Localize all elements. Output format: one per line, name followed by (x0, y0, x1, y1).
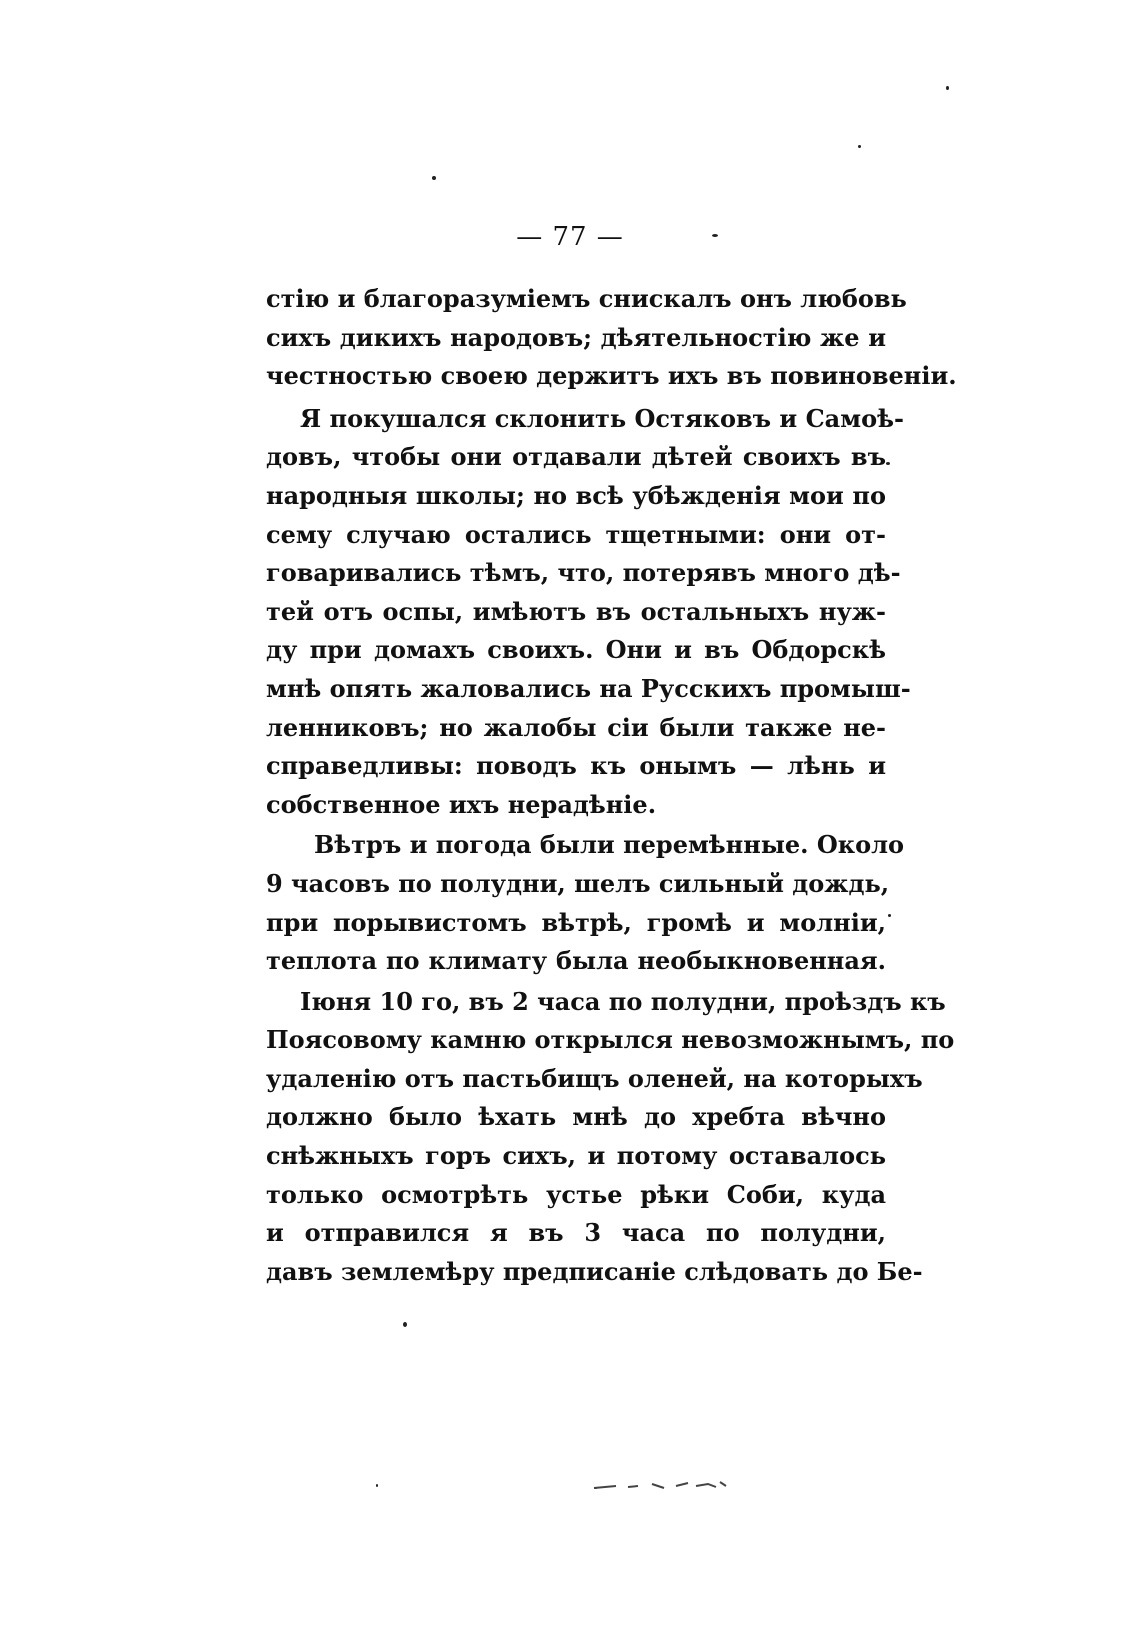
text-line: Іюня 10 го, въ 2 часа по полудни, проѣздъ къ (300, 986, 946, 1016)
scan-speck (888, 914, 891, 917)
text-line: стію и благоразуміемъ снискалъ онъ любовь (266, 284, 907, 313)
scan-speck (946, 86, 949, 90)
paragraph (266, 826, 905, 980)
scan-speck (858, 145, 861, 148)
scan-speck (432, 176, 436, 180)
text-line: теплота по климату была необыкновенная. (266, 946, 886, 976)
scan-speck (403, 1322, 407, 1327)
text-line: ду при домахъ своихъ. Они и въ Обдорскѣ (266, 635, 886, 665)
text-line: только осмотрѣть устье рѣки Соби, куда (266, 1179, 886, 1209)
text-line: тей отъ оспы, имѣютъ въ остальныхъ нуж- (266, 596, 886, 626)
text-line: снѣжныхъ горъ сихъ, и потому оставалось (266, 1141, 886, 1171)
text-line: справедливы: поводъ къ онымъ — лѣнь и (266, 751, 886, 781)
paragraph (266, 983, 955, 1292)
page-number-header: — 77 — (516, 222, 624, 252)
text-line: собственное ихъ нерадѣніе. (266, 789, 657, 819)
text-line: сихъ дикихъ народовъ; дѣятельностію же и (266, 322, 886, 352)
bottom-scan-smudge (580, 1474, 740, 1494)
paragraph (266, 280, 957, 396)
paragraph (266, 400, 911, 825)
text-line: говаривались тѣмъ, что, потерявъ много дѣ- (266, 558, 901, 588)
text-line: при порывистомъ вѣтрѣ, громѣ и молніи, (266, 907, 886, 937)
text-line: Вѣтръ и погода были перемѣнные. Около (314, 830, 905, 860)
text-line: Я покушался склонить Остяковъ и Самоѣ- (300, 403, 904, 433)
scan-speck (886, 462, 890, 465)
text-line: сему случаю остались тщетными: они от- (266, 519, 886, 549)
text-line: давъ землемѣру предписаніе слѣдовать до Бе- (266, 1256, 923, 1286)
text-line: честностью своею держитъ ихъ въ повиновеніи. (266, 361, 957, 391)
text-line: ленниковъ; но жалобы сіи были также не- (266, 712, 886, 742)
text-line: мнѣ опять жаловались на Русскихъ промыш- (266, 673, 911, 703)
text-line: и отправился я въ 3 часа по полудни, (266, 1218, 886, 1248)
text-line: Поясовому камню открылся невозможнымъ, по (266, 1025, 955, 1055)
scan-speck (376, 1484, 378, 1487)
text-line: удаленію отъ пастьбищъ оленей, на которыхъ (266, 1063, 923, 1093)
body-text (266, 280, 957, 1291)
text-line: должно было ѣхать мнѣ до хребта вѣчно (266, 1102, 886, 1132)
text-line: народныя школы; но всѣ убѣжденія мои по (266, 480, 886, 510)
text-line: 9 часовъ по полудни, шелъ сильный дождь, (266, 868, 890, 898)
scan-speck (712, 234, 718, 237)
text-line: довъ, чтобы они отдавали дѣтей своихъ въ (266, 442, 886, 472)
